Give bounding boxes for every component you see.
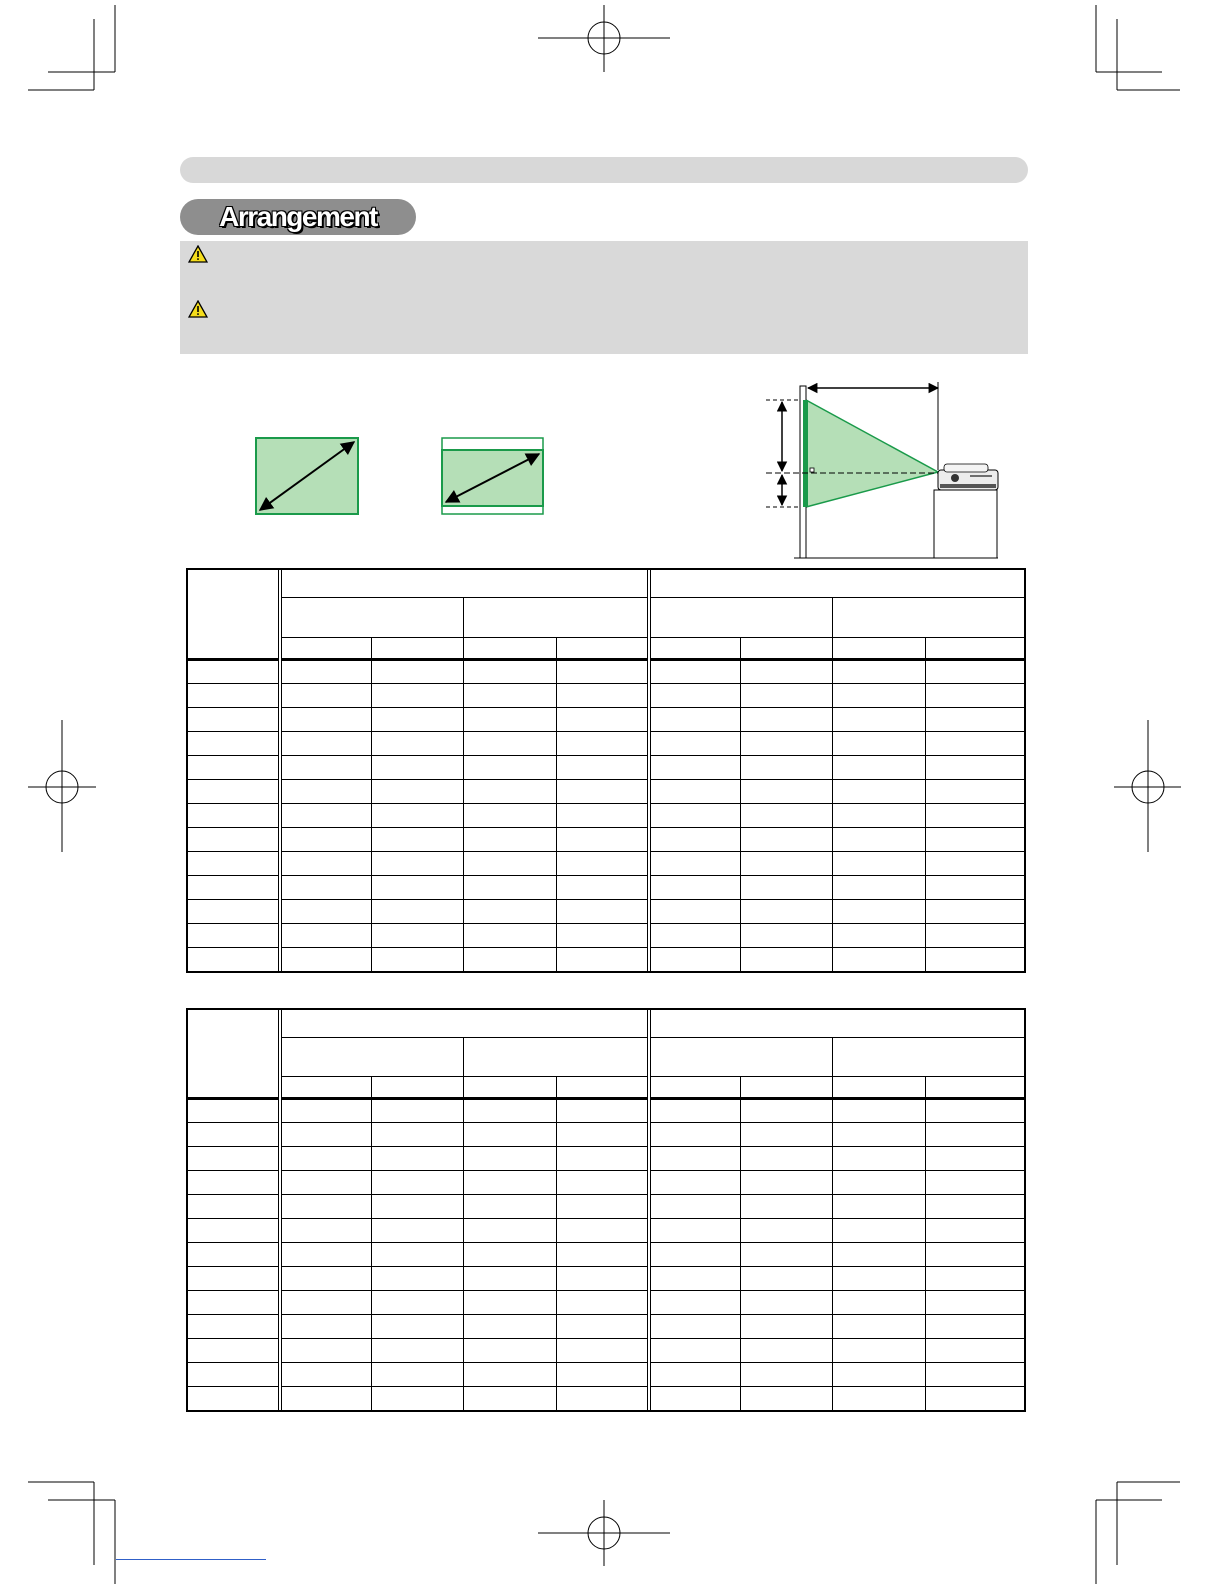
table-row xyxy=(188,684,1026,708)
table-1-subheader xyxy=(280,598,464,638)
table-row xyxy=(188,1243,1026,1267)
table-row xyxy=(188,1123,1026,1147)
table-row xyxy=(188,780,1026,804)
table-row xyxy=(188,660,1026,684)
table-row xyxy=(188,708,1026,732)
table-row xyxy=(188,1099,1026,1123)
table-1-group-header xyxy=(280,570,649,598)
table-row xyxy=(188,924,1026,948)
screen-4-3-diagram xyxy=(256,438,358,514)
table-1-subheader xyxy=(464,598,649,638)
table-row xyxy=(188,756,1026,780)
table-row xyxy=(188,1339,1026,1363)
table-row xyxy=(188,804,1026,828)
table-2-group-header xyxy=(280,1010,649,1038)
table-row xyxy=(188,1363,1026,1387)
projector-icon xyxy=(938,464,998,490)
table-row xyxy=(188,900,1026,924)
table-1-corner-cell xyxy=(188,570,280,660)
table-row xyxy=(188,1387,1026,1411)
table-row xyxy=(188,1267,1026,1291)
table-2-group-header xyxy=(649,1010,1026,1038)
table-2-corner-cell xyxy=(188,1010,280,1099)
projection-size-table-2 xyxy=(187,1009,1026,1411)
table-row xyxy=(188,852,1026,876)
table-2-subheader xyxy=(833,1038,1026,1077)
section-title: Arrangement xyxy=(219,201,377,232)
table-row xyxy=(188,948,1026,972)
table-row xyxy=(188,876,1026,900)
table-2-subheader xyxy=(649,1038,833,1077)
table-2-subheader xyxy=(464,1038,649,1077)
table-row xyxy=(188,1195,1026,1219)
table-row xyxy=(188,1147,1026,1171)
table-row xyxy=(188,1291,1026,1315)
table-row xyxy=(188,732,1026,756)
table-1-group-header xyxy=(649,570,1026,598)
table-1-subheader xyxy=(649,598,833,638)
table-1-subheader xyxy=(833,598,1026,638)
table-row xyxy=(188,1315,1026,1339)
screen-16-9-diagram xyxy=(442,438,543,514)
table-2-subheader xyxy=(280,1038,464,1077)
footer-link-underline[interactable] xyxy=(116,1559,266,1560)
projection-side-view xyxy=(766,382,998,558)
projection-size-table-1 xyxy=(187,569,1026,972)
table-row xyxy=(188,828,1026,852)
table-row xyxy=(188,1171,1026,1195)
table-row xyxy=(188,1219,1026,1243)
